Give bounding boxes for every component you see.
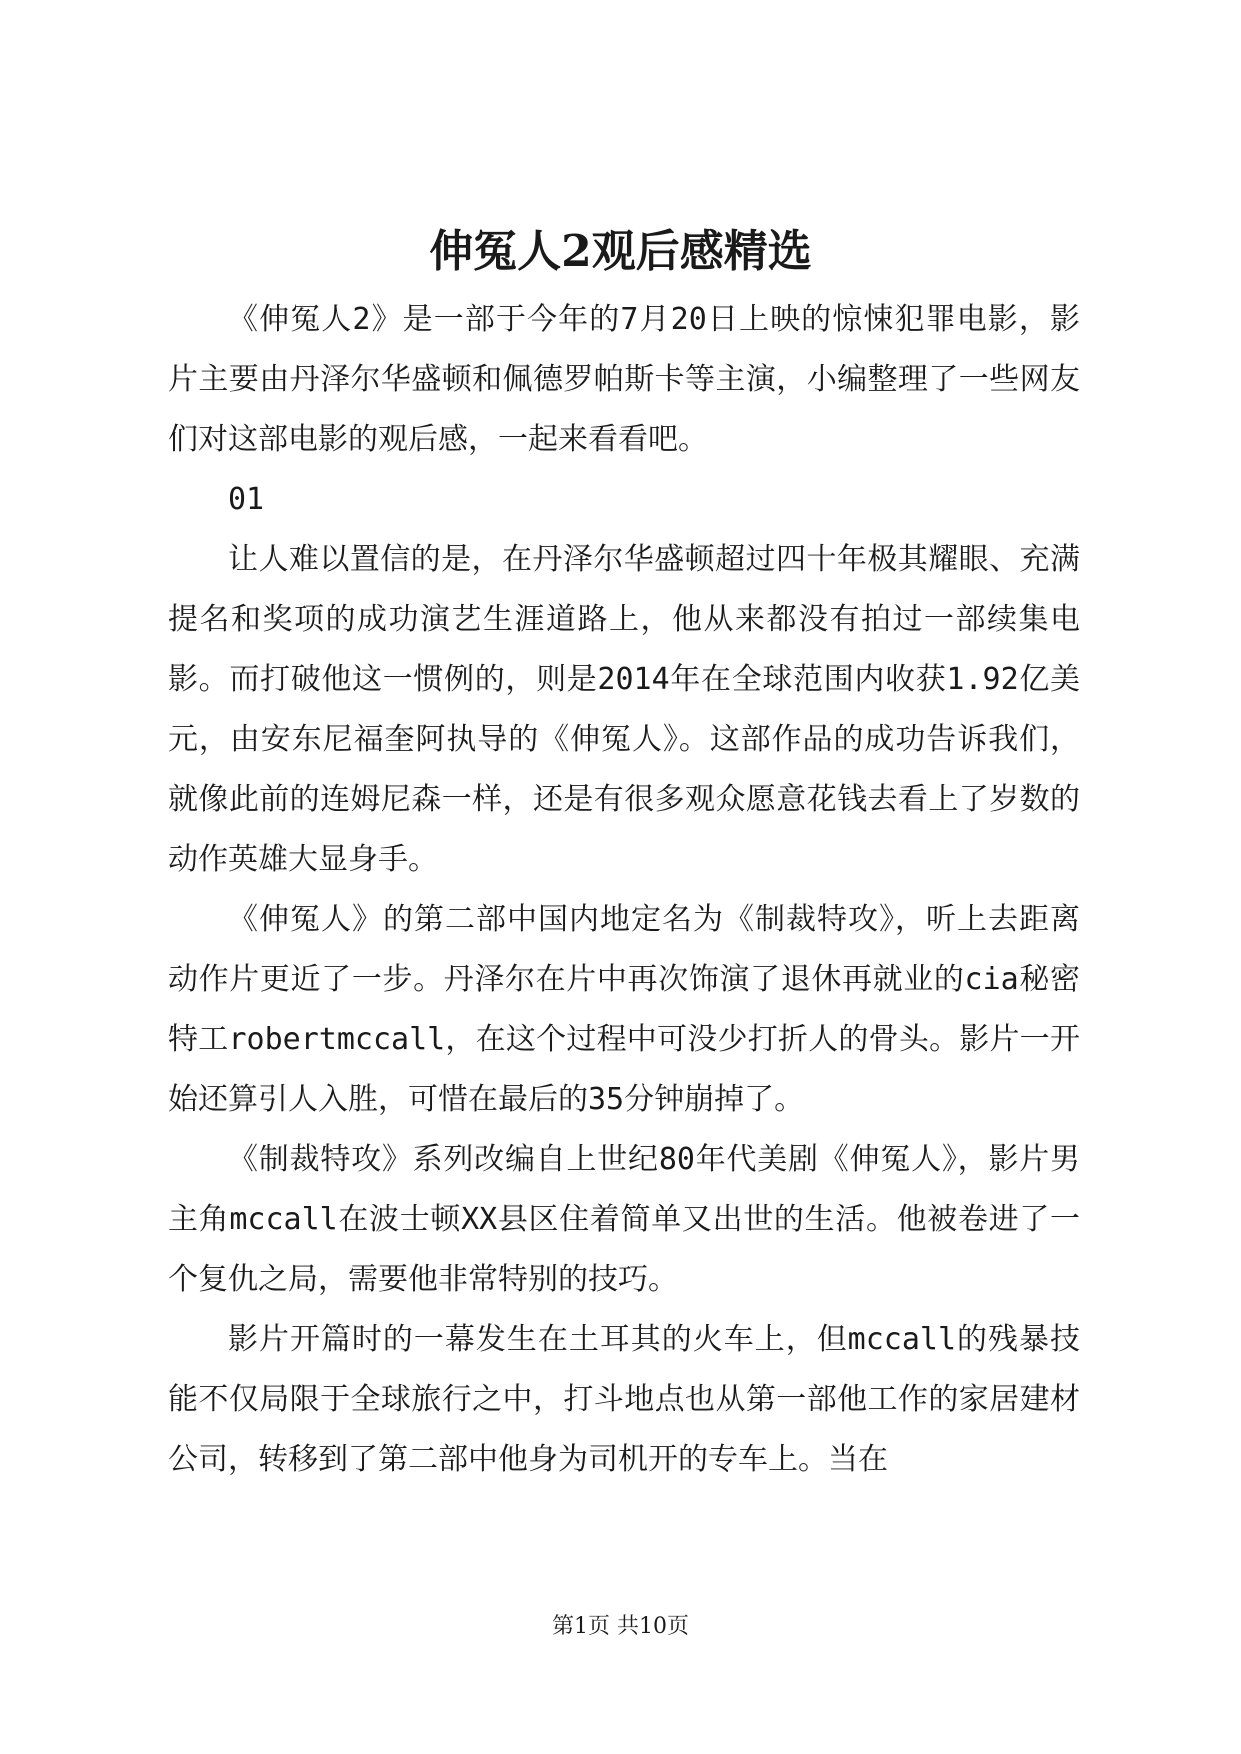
page-footer: 第1页 共10页 <box>552 1614 689 1639</box>
paragraph: 《制裁特攻》系列改编自上世纪80年代美剧《伸冤人》，影片男主角mccall在波士顿XX县区住着简单又出世的生活。他被卷进了一个复仇之局，需要他非常特别的技巧。 <box>168 1142 1080 1297</box>
paragraph: 让人难以置信的是，在丹泽尔华盛顿超过四十年极其耀眼、充满提名和奖项的成功演艺生涯道路上，他从来都没有拍过一部续集电影。而打破他这一惯例的，则是2014年在全球范围内收获1.92亿美元，由安东尼福奎阿执导的《伸冤人》。这部作品的成功告诉我们，就像此前的连姆尼森一样，还是有很多观众愿意花钱去看上了岁数的动作英雄大显身手。 <box>168 542 1080 877</box>
paragraph-intro: 《伸冤人2》是一部于今年的7月20日上映的惊悚犯罪电影，影片主要由丹泽尔华盛顿和佩德罗帕斯卡等主演，小编整理了一些网友们对这部电影的观后感，一起来看看吧。 <box>168 302 1080 457</box>
paragraph: 影片开篇时的一幕发生在土耳其的火车上，但mccall的残暴技能不仅局限于全球旅行之中，打斗地点也从第一部他工作的家居建材公司，转移到了第二部中他身为司机开的专车上。当在 <box>168 1322 1080 1477</box>
document-title: 伸冤人2观后感精选 <box>429 226 812 277</box>
document-body <box>168 290 1080 1490</box>
paragraph: 《伸冤人》的第二部中国内地定名为《制裁特攻》，听上去距离动作片更近了一步。丹泽尔在片中再次饰演了退休再就业的cia秘密特工robertmccall，在这个过程中可没少打折人的骨头。影片一开始还算引人入胜，可惜在最后的35分钟崩掉了。 <box>168 902 1080 1117</box>
section-number: 01 <box>228 482 265 517</box>
